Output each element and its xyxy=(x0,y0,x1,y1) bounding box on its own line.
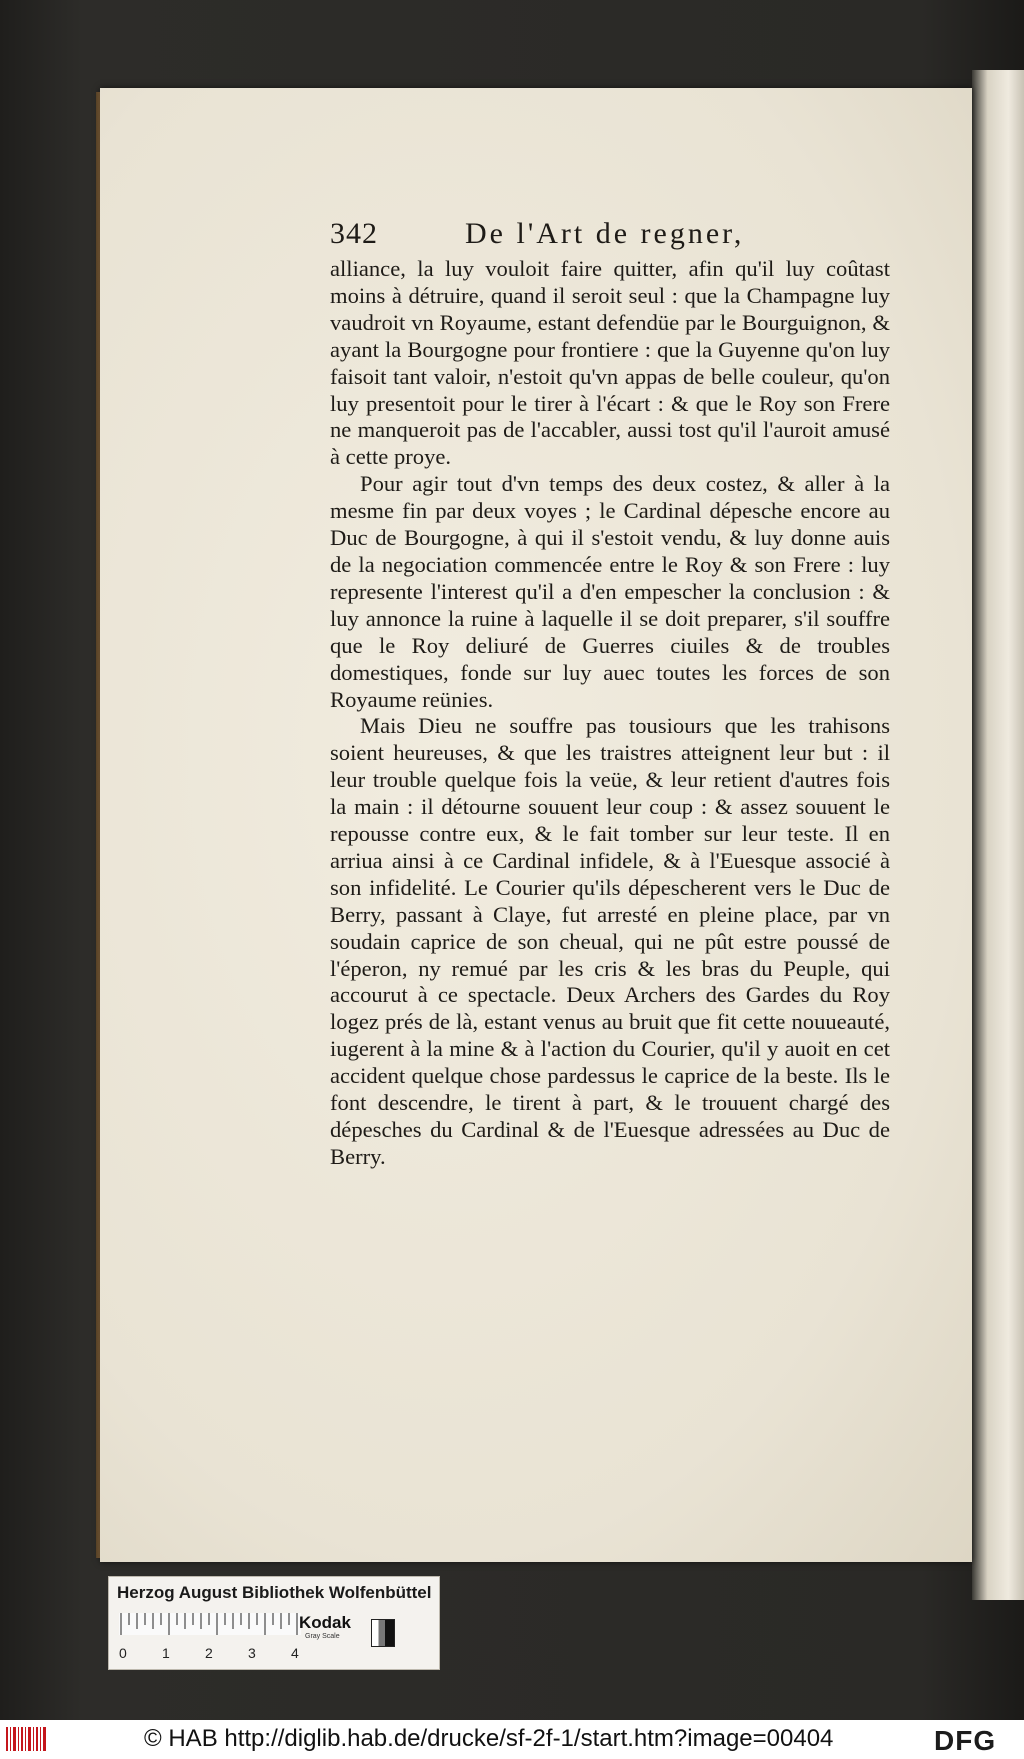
running-head xyxy=(330,217,830,257)
paragraph-2: Pour agir tout d'vn temps des deux costez, & aller à la mesme fin par deux voyes ; le Cardinal dépesche encore au Duc de Bourgogne, à qui il s'estoit vendu, & luy donne auis de la negociation commencée entre le Roy & son Frere : luy represente l'interest qu'il a d'en empescher la conclusion : & luy annonce la ruine à laquelle il se doit preparer, s'il souffre que le Roy deliuré de Guerres ciuiles & de troubles domestiques, fonde sur luy auec toutes les forces de son Royaume reünies. xyxy=(330,471,890,712)
ruler-number: 1 xyxy=(162,1645,170,1661)
ruler-number: 3 xyxy=(248,1645,256,1661)
paragraph-1: alliance, la luy vouloit faire quitter, afin qu'il luy coûtast moins à détruire, quand il seroit seul : que la Champagne luy vaudroit vn Royaume, estant defendüe par le Bourguignon, & ayant la Bourgogne pour frontiere : que la Guyenne qu'on luy faisoit tant valoir, n'estoit qu'vn appas de belle couleur, qu'on luy presentoit pour le tirer à l'écart : & que le Roy son Frere ne manqueroit pas de l'accabler, aussi tost qu'il l'auroit amusé à cette proye. xyxy=(330,256,890,470)
ruler-number: 2 xyxy=(205,1645,213,1661)
gray-swatch xyxy=(371,1619,395,1647)
body-text xyxy=(330,256,890,1171)
dfg-logo: DFG xyxy=(934,1725,997,1756)
copyright-link[interactable]: © HAB http://diglib.hab.de/drucke/sf-2f-1/start.htm?image=00404 xyxy=(144,1725,834,1752)
color-card xyxy=(108,1576,440,1670)
ruler-scale xyxy=(119,1613,301,1635)
kodak-subtitle: Gray Scale xyxy=(305,1633,340,1640)
footer-bar xyxy=(0,1720,1024,1759)
paragraph-3: Mais Dieu ne souffre pas tousiours que les trahisons soient heureuses, & que les traistres atteignent leur but : il leur trouble quelque fois la veüe, & leur retient d'autres fois la main : il détourne souuent leur coup : & assez souuent le repousse contre eux, & le fait tomber sur leur teste. Il en arriua ainsi à ce Cardinal infidele, & à l'Euesque associé à son infidelité. Le Courier qu'ils dépescherent vers le Duc de Berry, passant à Claye, fut arresté en pleine place, par vn soudain caprice de son cheual, qui ne pût estre poussé de l'éperon, ny remué par les cris & les bras du Peuple, qui accourut à ce spectacle. Deux Archers des Gardes du Roy logez prés de là, estant venus au bruit que fit cette nouueauté, iugerent à la mine & à l'action du Courier, qu'il y auoit en cet accident quelque chose pardessus le caprice de la beste. Ils le font descendre, le tirent à part, & le trouuent chargé des dépesches du Cardinal & de l'Euesque adressées au Duc de Berry. xyxy=(330,713,890,1169)
ruler-number: 4 xyxy=(291,1645,299,1661)
barcode-icon xyxy=(6,1725,48,1753)
library-name: Herzog August Bibliothek Wolfenbüttel xyxy=(117,1583,432,1602)
kodak-logo: Kodak xyxy=(299,1613,351,1632)
running-title: De l'Art de regner, xyxy=(465,217,745,250)
ruler-number: 0 xyxy=(119,1645,127,1661)
page-number: 342 xyxy=(330,217,378,250)
adjacent-page-edge xyxy=(972,70,1024,1600)
ruler-numbers xyxy=(117,1645,317,1663)
